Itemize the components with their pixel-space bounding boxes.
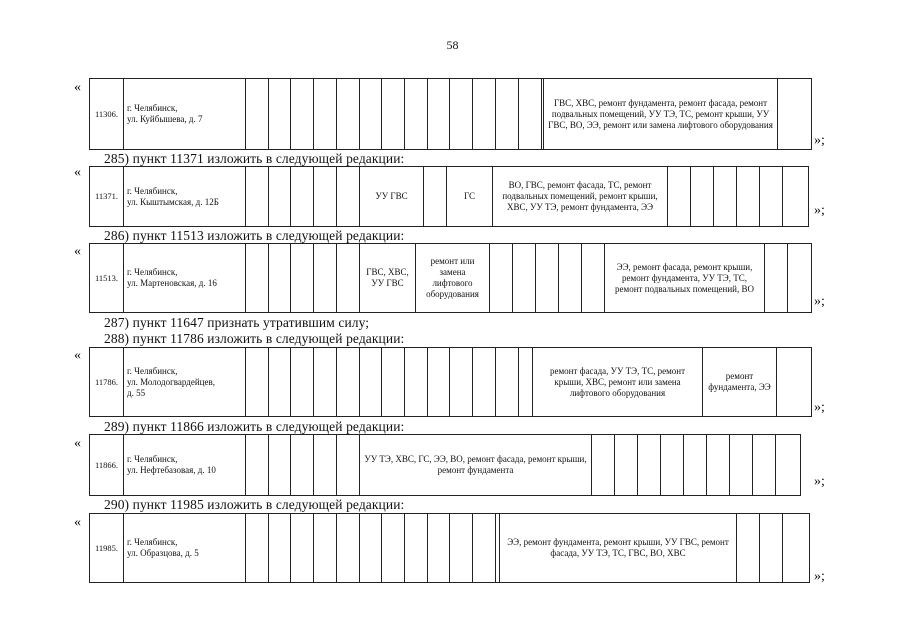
empty-cell	[269, 244, 291, 312]
empty-cell	[737, 514, 760, 582]
empty-cell	[337, 435, 360, 495]
empty-cell	[753, 435, 776, 495]
empty-cell	[513, 244, 536, 312]
empty-cell	[405, 348, 428, 416]
table-row	[89, 434, 801, 496]
empty-cell	[428, 348, 450, 416]
empty-cell	[291, 348, 314, 416]
work-list: ремонт фасада, УУ ТЭ, ТС, ремонт крыши, ХВС, ремонт или замена лифтового оборудования	[533, 348, 703, 416]
open-quote: «	[74, 348, 81, 363]
empty-cell	[246, 244, 269, 312]
row-number: 11985.	[90, 514, 124, 582]
empty-cell	[314, 167, 337, 226]
table-row	[89, 78, 812, 150]
address-city: г. Челябинск,	[127, 537, 178, 547]
empty-cell	[269, 435, 291, 495]
empty-cell	[490, 244, 513, 312]
empty-cell	[707, 435, 730, 495]
address-street: ул. Молодогвардейцев,	[127, 376, 215, 387]
row-number: 11786.	[90, 348, 124, 416]
empty-cell	[760, 167, 783, 226]
row-number: 11306.	[90, 79, 124, 149]
empty-cell	[382, 514, 405, 582]
empty-cell	[519, 348, 533, 416]
work-list: ЭЭ, ремонт фундамента, ремонт крыши, УУ ГВС, ремонт фасада, УУ ТЭ, ТС, ГВС, ВО, ХВС	[500, 514, 737, 582]
empty-cell	[783, 167, 808, 226]
empty-cell	[269, 348, 291, 416]
table-row	[89, 347, 812, 417]
empty-cell	[776, 435, 800, 495]
empty-cell	[737, 167, 760, 226]
address-street: ул. Нефтебазовая, д. 10	[127, 465, 216, 475]
empty-cell	[473, 348, 496, 416]
empty-cell	[337, 514, 360, 582]
empty-cell	[582, 244, 605, 312]
empty-cell	[788, 244, 811, 312]
empty-cell	[337, 348, 360, 416]
empty-cell	[592, 435, 615, 495]
empty-cell	[246, 79, 269, 149]
empty-cell	[684, 435, 707, 495]
address-street: ул. Образцова, д. 5	[127, 548, 199, 558]
close-quote: »;	[814, 294, 825, 309]
address-city: г. Челябинск,	[127, 454, 178, 464]
close-quote: »;	[814, 474, 825, 489]
table-row	[89, 513, 810, 583]
paragraph-290: 290) пункт 11985 изложить в следующей редакции:	[104, 497, 405, 512]
empty-cell	[428, 79, 450, 149]
address	[124, 244, 246, 312]
empty-cell	[559, 244, 582, 312]
address-city: г. Челябинск,	[127, 267, 178, 277]
close-quote: »;	[814, 133, 825, 148]
empty-cell	[382, 348, 405, 416]
empty-cell	[382, 79, 405, 149]
work-list: УУ ТЭ, ХВС, ГС, ЭЭ, ВО, ремонт фасада, ремонт крыши, ремонт фундамента	[360, 435, 592, 495]
paragraph-289: 289) пункт 11866 изложить в следующей редакции:	[104, 419, 405, 434]
empty-cell	[291, 167, 314, 226]
address-city: г. Челябинск,	[127, 185, 178, 196]
table-row	[89, 243, 812, 313]
empty-cell	[783, 514, 809, 582]
work-cell: ремонт или замена лифтового оборудования	[416, 244, 490, 312]
page-number: 58	[446, 38, 459, 52]
open-quote: «	[74, 244, 81, 259]
work-cell: УУ ГВС	[360, 167, 424, 226]
address-street: ул. Кыштымская, д. 12Б	[127, 196, 219, 207]
empty-cell	[291, 435, 314, 495]
empty-cell	[778, 79, 811, 149]
address-city: г. Челябинск,	[127, 103, 178, 113]
work-cell: ремонт фундамента, ЭЭ	[703, 348, 777, 416]
empty-cell	[405, 79, 428, 149]
empty-cell	[269, 167, 291, 226]
work-cell: ГВС, ХВС, УУ ГВС	[360, 244, 416, 312]
empty-cell	[661, 435, 684, 495]
empty-cell	[246, 435, 269, 495]
empty-cell	[314, 79, 337, 149]
address-city: г. Челябинск,	[127, 365, 178, 376]
close-quote: »;	[814, 569, 825, 584]
open-quote: «	[74, 165, 81, 180]
empty-cell	[314, 244, 337, 312]
empty-cell	[337, 167, 360, 226]
empty-cell	[450, 514, 473, 582]
empty-cell	[246, 167, 269, 226]
empty-cell	[360, 79, 382, 149]
empty-cell	[314, 348, 337, 416]
empty-cell	[424, 167, 447, 226]
work-list: ГВС, ХВС, ремонт фундамента, ремонт фасада, ремонт подвальных помещений, УУ ТЭ, ТС, ремонт крыши, УУ ГВС, ВО, ЭЭ, ремонт или замена лифтового оборудования	[544, 79, 778, 149]
paragraph-287: 287) пункт 11647 признать утратившим силу;	[104, 315, 370, 330]
address-street: ул. Куйбышева, д. 7	[127, 114, 203, 124]
empty-cell	[291, 514, 314, 582]
empty-cell	[291, 79, 314, 149]
empty-cell	[360, 514, 382, 582]
empty-cell	[428, 514, 450, 582]
address	[124, 167, 246, 226]
table-row	[89, 166, 809, 227]
empty-cell	[615, 435, 638, 495]
close-quote: »;	[814, 203, 825, 218]
address	[124, 435, 246, 495]
empty-cell	[496, 348, 519, 416]
empty-cell	[496, 79, 519, 149]
empty-cell	[536, 244, 559, 312]
row-number: 11866.	[90, 435, 124, 495]
address-street: ул. Мартеновская, д. 16	[127, 278, 217, 288]
empty-cell	[714, 167, 737, 226]
work-cell: ГС	[447, 167, 493, 226]
empty-cell	[668, 167, 691, 226]
empty-cell	[519, 79, 542, 149]
paragraph-288: 288) пункт 11786 изложить в следующей редакции:	[104, 331, 405, 346]
address	[124, 79, 246, 149]
empty-cell	[473, 514, 496, 582]
empty-cell	[405, 514, 428, 582]
empty-cell	[246, 514, 269, 582]
address	[124, 348, 246, 416]
empty-cell	[337, 244, 360, 312]
empty-cell	[765, 244, 788, 312]
work-list: ВО, ГВС, ремонт фасада, ТС, ремонт подвальных помещений, ремонт крыши, ХВС, УУ ТЭ, ремонт фундамента, ЭЭ	[493, 167, 668, 226]
empty-cell	[450, 348, 473, 416]
empty-cell	[638, 435, 661, 495]
empty-cell	[337, 79, 360, 149]
empty-cell	[760, 514, 783, 582]
address-house: д. 55	[127, 387, 146, 398]
empty-cell	[314, 435, 337, 495]
empty-cell	[314, 514, 337, 582]
empty-cell	[291, 244, 314, 312]
empty-cell	[730, 435, 753, 495]
address	[124, 514, 246, 582]
empty-cell	[473, 79, 496, 149]
open-quote: «	[74, 436, 81, 451]
empty-cell	[360, 348, 382, 416]
empty-cell	[269, 79, 291, 149]
empty-cell	[269, 514, 291, 582]
empty-cell	[246, 348, 269, 416]
open-quote: «	[74, 515, 81, 530]
empty-cell	[777, 348, 811, 416]
empty-cell	[450, 79, 473, 149]
close-quote: »;	[814, 400, 825, 415]
paragraph-286: 286) пункт 11513 изложить в следующей редакции:	[104, 228, 405, 243]
paragraph-285: 285) пункт 11371 изложить в следующей редакции:	[104, 151, 405, 166]
empty-cell	[691, 167, 714, 226]
row-number: 11513.	[90, 244, 124, 312]
open-quote: «	[74, 80, 81, 95]
row-number: 11371.	[90, 167, 124, 226]
work-list: ЭЭ, ремонт фасада, ремонт крыши, ремонт фундамента, УУ ТЭ, ТС, ремонт подвальных помещений, ВО	[605, 244, 765, 312]
